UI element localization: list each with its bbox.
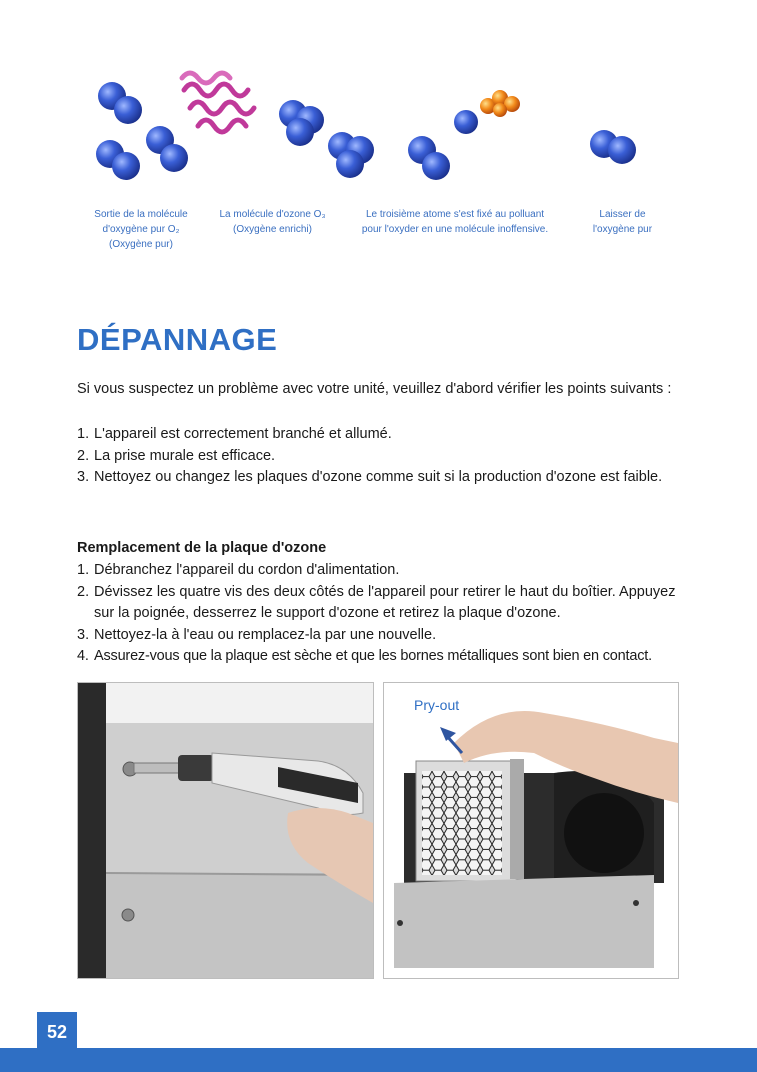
list-item: 3. Nettoyez ou changez les plaques d'ozone comme suit si la production d'ozone est faible. xyxy=(77,469,663,485)
photo-pry-out-plate xyxy=(383,682,679,979)
pollutant-molecules xyxy=(182,73,254,132)
list-item: 1. Débranchez l'appareil du cordon d'alimentation. xyxy=(77,562,400,578)
caption-oxidation: Le troisième atome s'est fixé au polluant pour l'oxyder en une molécule inoffensive. xyxy=(361,209,549,235)
oxygen-molecules-group-1 xyxy=(96,82,188,180)
caption-ozone: La molécule d'ozone O₃ (Oxygène enrichi) xyxy=(219,209,326,235)
pure-oxygen-molecule xyxy=(590,130,636,164)
list-item: 2. La prise murale est efficace. xyxy=(77,447,276,464)
page-number: 52 xyxy=(37,1012,77,1052)
caption-o2-output: Sortie de la molécule d'oxygène pur O₂ (Oxygène pur) xyxy=(94,209,188,250)
list-item: 1. L'appareil est correctement branché et allumé. xyxy=(77,426,392,442)
steps-list xyxy=(77,560,697,668)
footer-bar xyxy=(0,1048,757,1072)
screwdriver-illustration xyxy=(78,683,373,978)
pry-out-label: Pry-out xyxy=(414,697,460,713)
list-item: 4. Assurez-vous que la plaque est sèche et que les bornes métalliques sont bien en contact. xyxy=(77,648,652,664)
photo-unscrewing-case xyxy=(77,682,374,979)
oxidized-pollutant xyxy=(408,90,520,180)
list-item: 2. Dévissez les quatre vis des deux côtés de l'appareil pour retirer le haut du boîtier. Appuyez sur la poignée, desserrez le support d'ozone et retirez la plaque d'ozone. xyxy=(77,583,676,621)
caption-pure-oxygen: Laisser de l'oxygène pur xyxy=(592,209,653,235)
checks-list xyxy=(77,424,687,489)
ozone-cycle-diagram xyxy=(80,60,680,195)
ozone-molecules xyxy=(279,100,374,178)
intro-text: Si vous suspectez un problème avec votre unité, veuillez d'abord vérifier les points suivants : xyxy=(77,381,672,397)
section-title: DÉPANNAGE xyxy=(77,322,278,357)
subsection-title: Remplacement de la plaque d'ozone xyxy=(77,540,327,556)
list-item: 3. Nettoyez-la à l'eau ou remplacez-la par une nouvelle. xyxy=(77,626,437,643)
ozone-plate-illustration xyxy=(384,683,678,978)
